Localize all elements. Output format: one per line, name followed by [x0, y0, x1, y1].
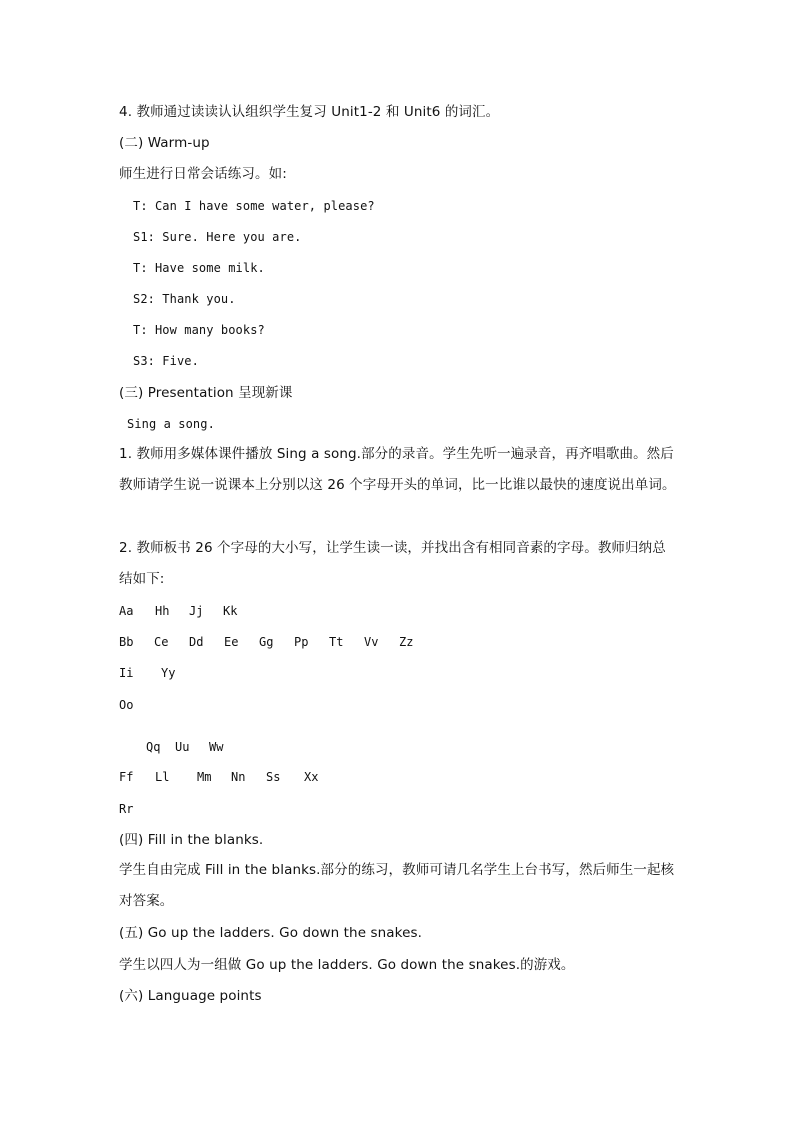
letter-pair: Uu: [175, 740, 190, 754]
dialogue-line-s1: S1: Sure. Here you are.: [133, 230, 302, 244]
letter-pair: Dd: [189, 635, 204, 649]
dialogue-line-t2: T: Have some milk.: [133, 261, 265, 275]
letter-pair: Jj: [189, 604, 204, 618]
step-1-paragraph: 1. 教师用多媒体课件播放 Sing a song.部分的录音。学生先听一遍录音，再齐唱歌曲。然后教师请学生说一说课本上分别以这 26 个字母开头的单词，比一比谁以最快的速度说出单词。: [119, 446, 676, 493]
step-2-paragraph: 2. 教师板书 26 个字母的大小写，让学生读一读，并找出含有相同音素的字母。教师归纳总结如下:: [119, 540, 666, 587]
letter-pair: Gg: [259, 635, 274, 649]
letter-pair: Ce: [154, 635, 169, 649]
dialogue-line-s2: S2: Thank you.: [133, 292, 236, 306]
step-4-review: 4. 教师通过读读认认组织学生复习 Unit1-2 和 Unit6 的词汇。: [119, 104, 500, 120]
letter-pair: Ee: [224, 635, 239, 649]
section-ladders-heading: (五) Go up the ladders. Go down the snakes.: [119, 925, 423, 941]
section-warm-up-heading: (二) Warm-up: [119, 135, 210, 151]
letter-pair: Kk: [223, 604, 238, 618]
letter-pair: Aa: [119, 604, 134, 618]
letter-pair: Pp: [294, 635, 309, 649]
letter-pair: Vv: [364, 635, 379, 649]
letter-pair: Hh: [155, 604, 170, 618]
letter-pair: Xx: [304, 770, 319, 784]
letter-pair: Rr: [119, 802, 134, 816]
letter-pair: Oo: [119, 698, 134, 712]
letter-pair: Mm: [197, 770, 212, 784]
letter-pair: Yy: [161, 666, 176, 680]
letter-pair: Zz: [399, 635, 414, 649]
letter-pair: Ss: [266, 770, 281, 784]
letter-pair: Qq: [146, 740, 161, 754]
dialogue-line-t1: T: Can I have some water, please?: [133, 199, 375, 213]
letter-pair: Ll: [155, 770, 170, 784]
dialogue-line-s3: S3: Five.: [133, 354, 199, 368]
letter-pair: Ii: [119, 666, 134, 680]
section-presentation-heading: (三) Presentation 呈现新课: [119, 385, 293, 401]
section-language-points-heading: (六) Language points: [119, 988, 262, 1004]
letter-pair: Nn: [231, 770, 246, 784]
letter-pair: Ww: [209, 740, 224, 754]
letter-pair: Ff: [119, 770, 134, 784]
section-fill-blanks-heading: (四) Fill in the blanks.: [119, 832, 264, 848]
dialogue-intro: 师生进行日常会话练习。如:: [119, 166, 287, 182]
letter-pair: Tt: [329, 635, 344, 649]
dialogue-line-t3: T: How many books?: [133, 323, 265, 337]
letter-pair: Bb: [119, 635, 134, 649]
ladders-paragraph: 学生以四人为一组做 Go up the ladders. Go down the snakes.的游戏。: [119, 957, 575, 973]
fill-blanks-paragraph: 学生自由完成 Fill in the blanks.部分的练习，教师可请几名学生上台书写，然后师生一起核对答案。: [119, 862, 675, 909]
sing-a-song-heading: Sing a song.: [127, 417, 215, 431]
